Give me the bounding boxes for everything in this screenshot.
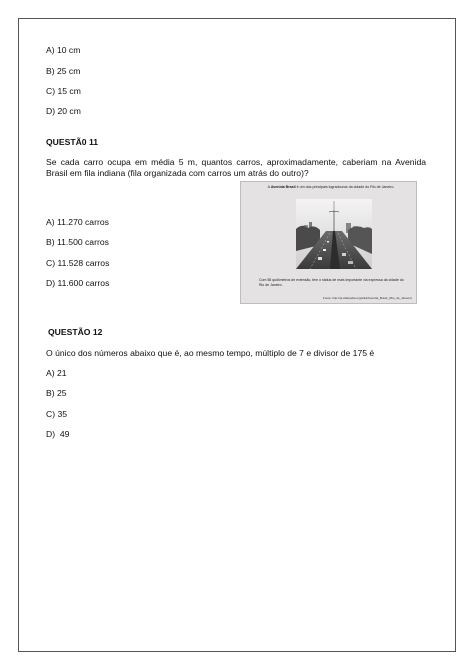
avenida-brasil-figure	[240, 181, 417, 304]
q11-option-d: D) 11.600 carros	[46, 278, 110, 288]
prev-option-a: A) 10 cm	[46, 45, 81, 55]
q12-option-b: B) 25	[46, 388, 67, 398]
figure-description: Com 58 quilômetros de extensão, tem o status de mais importante via expressa da cidade do Rio de Janeiro.	[259, 278, 404, 287]
q11-option-b: B) 11.500 carros	[46, 237, 109, 247]
figure-caption: A Avenida Brasil é um dos principais logradouros da cidade do Rio de Janeiro.	[267, 185, 395, 189]
figure-source: Fonte: http://pt.wikipedia.org/wiki/Avenida_Brasil_(Rio_de_Janeiro)	[323, 296, 412, 300]
question-12-title: QUESTÃO 12	[48, 327, 103, 337]
q12-option-d: D) 49	[46, 429, 70, 439]
q11-option-c: C) 11.528 carros	[46, 258, 110, 268]
q12-option-a: A) 21	[46, 368, 67, 378]
q11-option-a: A) 11.270 carros	[46, 217, 109, 227]
highway-photo	[296, 199, 372, 269]
question-11-title: QUESTÃ0 11	[46, 137, 99, 147]
question-11-text: Se cada carro ocupa em média 5 m, quantos carros, aproximadamente, caberiam na Avenida Brasil em fila indiana (fila organizada com carros um atrás do outro)?	[46, 157, 426, 178]
prev-option-c: C) 15 cm	[46, 86, 81, 96]
q12-option-c: C) 35	[46, 409, 68, 419]
prev-option-d: D) 20 cm	[46, 106, 81, 116]
question-12-text: O único dos números abaixo que é, ao mesmo tempo, múltiplo de 7 e divisor de 175 é	[46, 348, 375, 358]
prev-option-b: B) 25 cm	[46, 66, 81, 76]
